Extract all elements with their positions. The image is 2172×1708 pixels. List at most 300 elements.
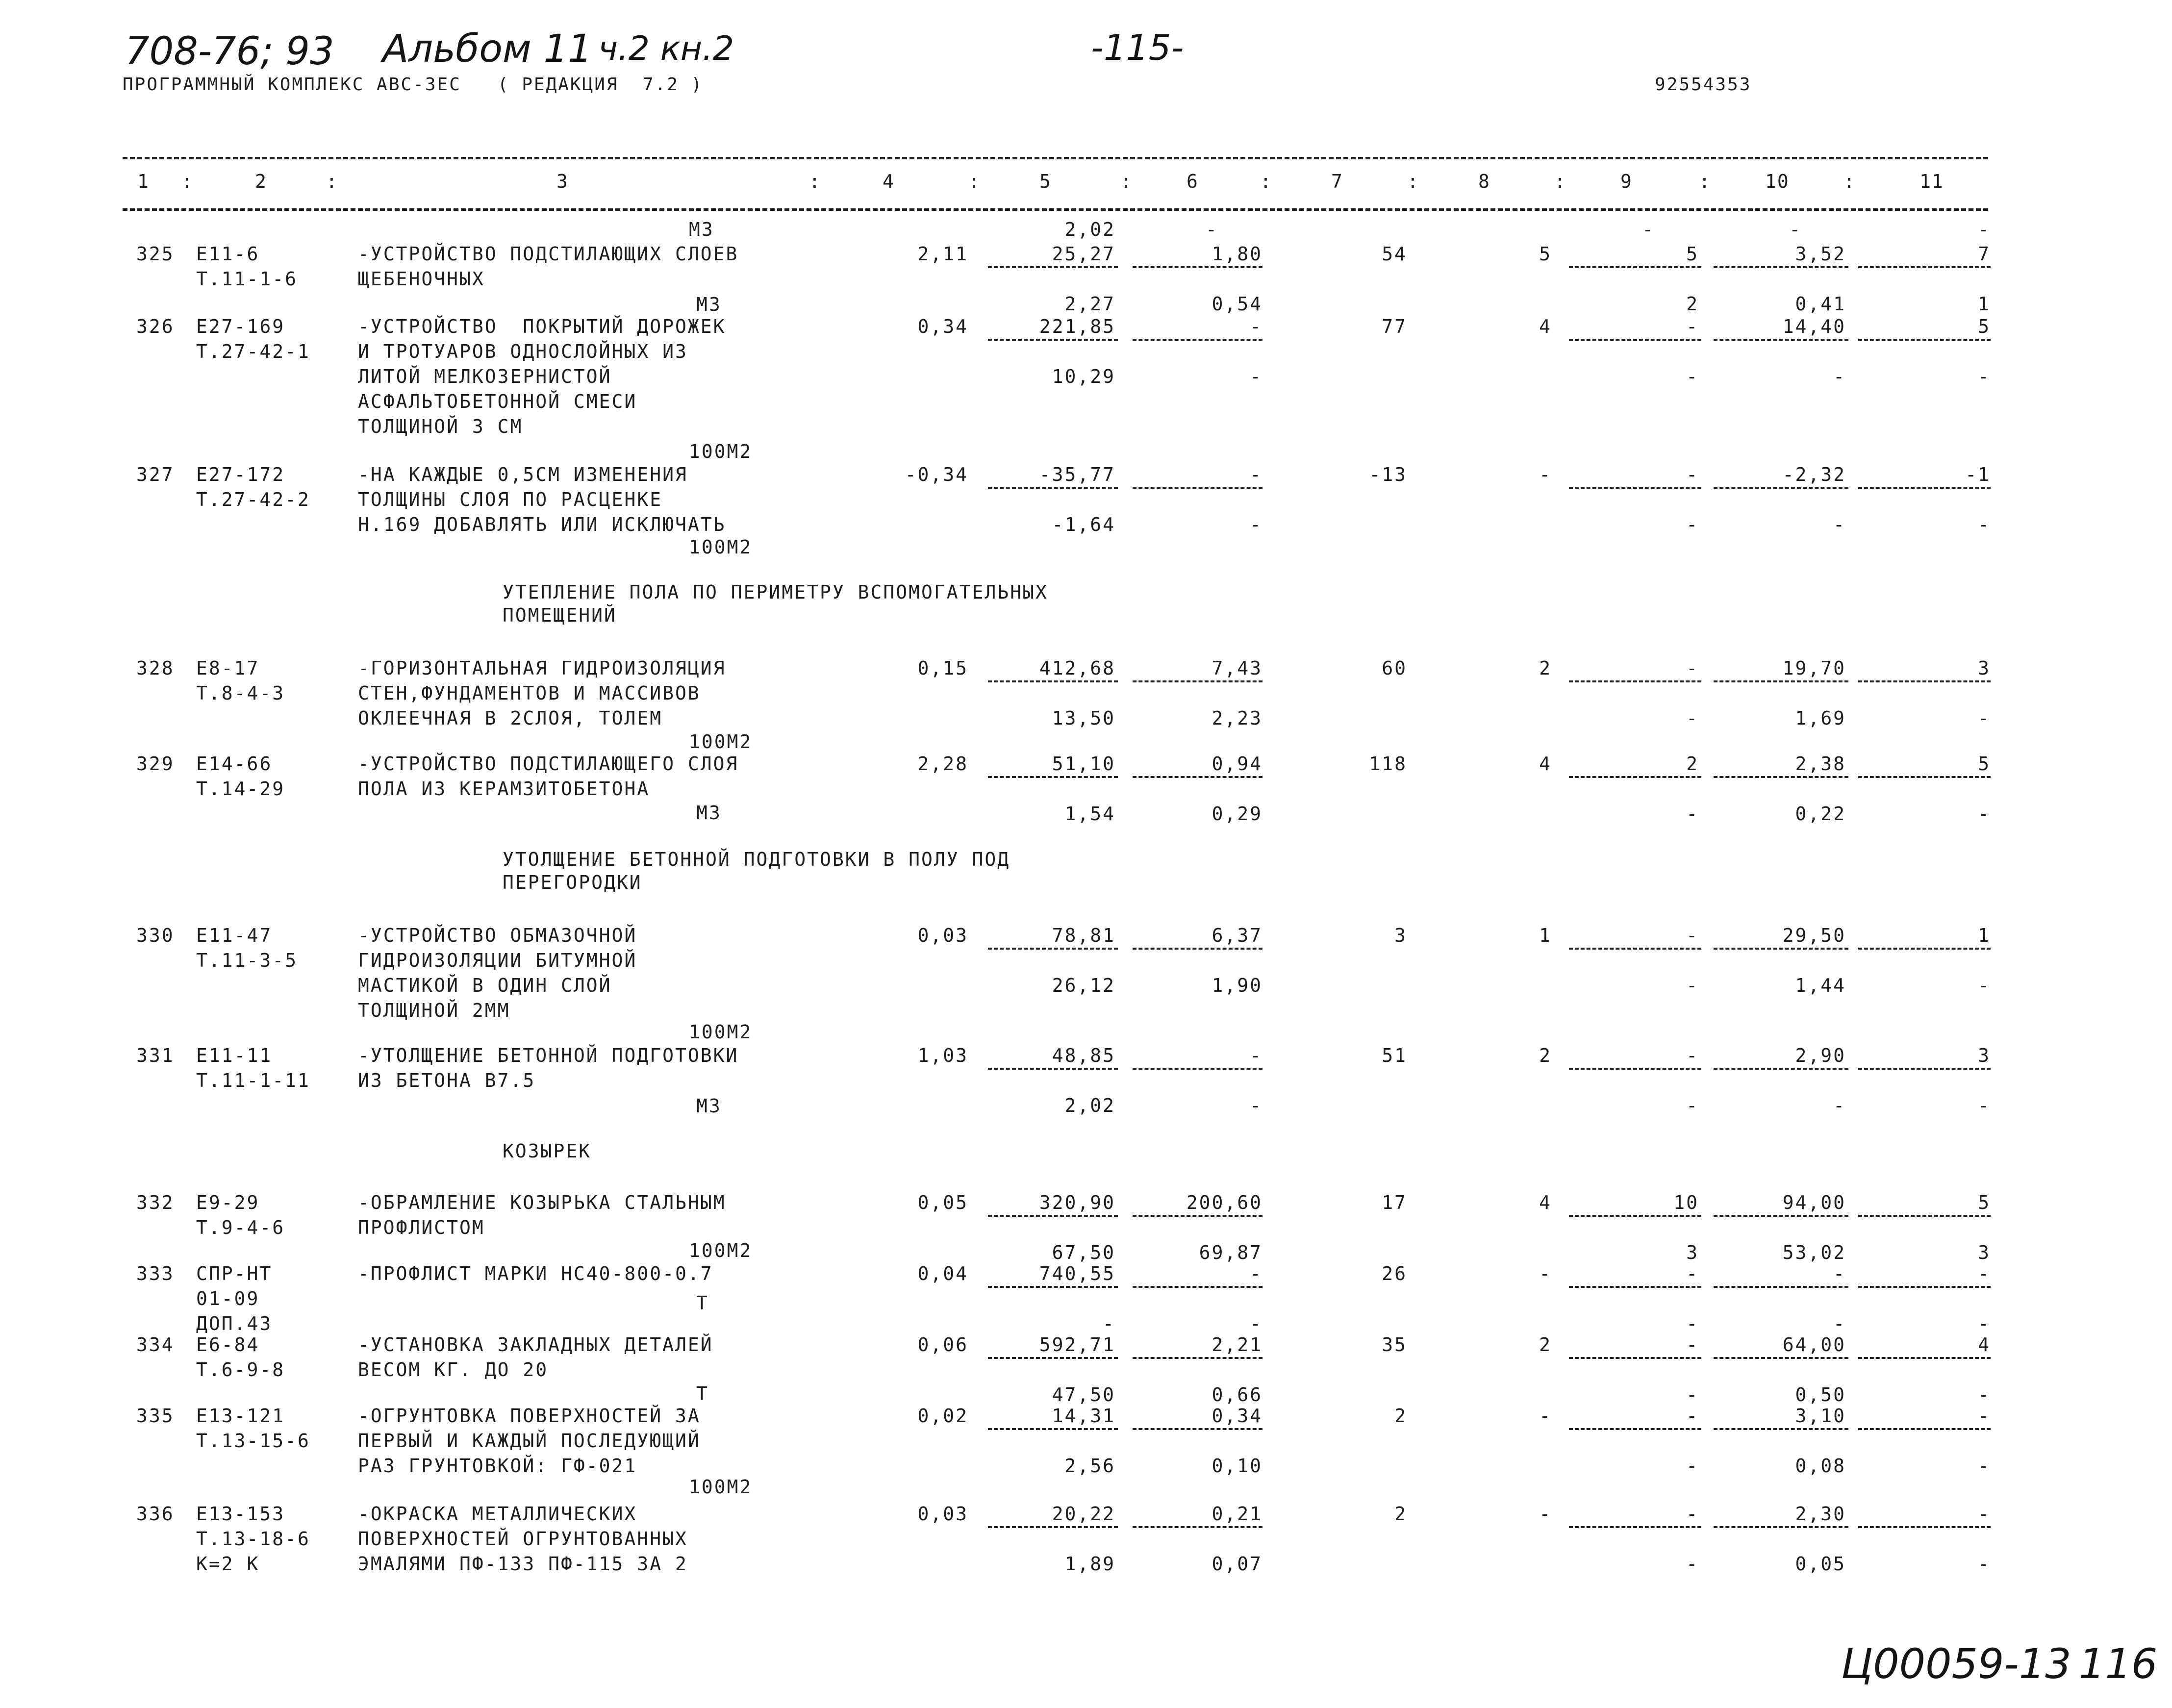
cell-rule: [988, 339, 1118, 341]
row-code-table: Т.11-1-11: [196, 1070, 310, 1091]
cell-value: -: [1686, 464, 1699, 485]
cell-value: -: [1539, 1405, 1552, 1427]
row-code-table: Т.13-18-6: [196, 1528, 310, 1550]
program-title: ПРОГРАММНЫЙ КОМПЛЕКС АВС-3ЕС ( РЕДАКЦИЯ 7.2 ): [123, 75, 704, 95]
cell-value: 14,31: [1052, 1405, 1115, 1427]
cell-value: -: [1686, 1263, 1699, 1284]
cell-value: 3: [1394, 925, 1407, 946]
album-part: ч.2 кн.2: [598, 29, 734, 68]
row-description: -ОБРАМЛЕНИЕ КОЗЫРЬКА СТАЛЬНЫМ: [358, 1192, 726, 1213]
row-description: И ТРОТУАРОВ ОДНОСЛОЙНЫХ ИЗ: [358, 341, 688, 362]
cell-value-secondary: -: [1250, 1095, 1263, 1116]
cell-value: 25,27: [1052, 243, 1115, 265]
cell-rule: [1569, 1428, 1701, 1430]
row-code: Е9-29: [196, 1192, 260, 1213]
cell-value: 5: [1978, 316, 1991, 337]
album-label: Альбом 11: [382, 27, 592, 71]
cell-value: -: [1539, 464, 1552, 485]
cell-value: 2: [1686, 753, 1699, 775]
cell-value-secondary: 0,66: [1212, 1384, 1263, 1406]
sheet-number: 116: [2079, 1640, 2158, 1688]
cell-value-secondary: 1,89: [1064, 1553, 1115, 1575]
cell-rule: [1714, 487, 1848, 489]
cell-value: 2: [1539, 657, 1552, 679]
cell-value: 3,52: [1795, 243, 1846, 265]
row-description: ЩЕБЕНОЧНЫХ: [358, 268, 485, 290]
cell-rule: [1714, 339, 1848, 341]
cell-value: -: [1686, 316, 1699, 337]
cell-value-secondary: -: [1978, 975, 1991, 996]
section-heading: УТОЛЩЕНИЕ БЕТОННОЙ ПОДГОТОВКИ В ПОЛУ ПОД: [503, 849, 1010, 870]
cell-rule: [988, 776, 1118, 778]
row-number: 326: [136, 316, 175, 337]
cell-value: 2,11: [917, 243, 968, 265]
cell-value-secondary: -: [1978, 1553, 1991, 1575]
row-code-extra: ДОП.43: [196, 1313, 273, 1334]
row-code-table: Т.11-3-5: [196, 950, 298, 971]
row-code-table: Т.27-42-1: [196, 341, 310, 362]
cell-rule: [1714, 776, 1848, 778]
cell-value-secondary: 67,50: [1052, 1242, 1115, 1263]
cell-rule: [1569, 266, 1701, 268]
cell-value: 0,06: [917, 1334, 968, 1356]
cell-value-secondary: -1,64: [1052, 514, 1115, 535]
cell-rule: [1569, 487, 1701, 489]
row-description: ЛИТОЙ МЕЛКОЗЕРНИСТОЙ: [358, 366, 612, 387]
cell-value: 51,10: [1052, 753, 1115, 775]
cell-value: 19,70: [1782, 657, 1846, 679]
row-code: Е11-6: [196, 243, 260, 265]
cell-value-secondary: -: [1833, 1095, 1846, 1116]
cell-value: -1: [1965, 464, 1991, 485]
row-description: ИЗ БЕТОНА В7.5: [358, 1070, 536, 1091]
row-description: -УСТРОЙСТВО ПОКРЫТИЙ ДОРОЖЕК: [358, 316, 726, 337]
cell-value-secondary: -: [1978, 803, 1991, 825]
cell-rule: [1133, 1526, 1263, 1528]
cell-rule: [1714, 1068, 1848, 1070]
cell-value-secondary: -: [1103, 1313, 1115, 1334]
cell-value-secondary: 10,29: [1052, 366, 1115, 387]
column-separator: :: [1554, 171, 1566, 192]
footer-stamp: Ц00059-13: [1841, 1640, 2071, 1688]
row-number: 331: [136, 1045, 175, 1066]
cell-rule: [1133, 1286, 1263, 1288]
cell-rule: [1133, 1357, 1263, 1359]
row-code: Е8-17: [196, 657, 260, 679]
cell-value: 4: [1978, 1334, 1991, 1356]
cell-value-secondary: -: [1978, 366, 1991, 387]
cell-value-secondary: 2,02: [1064, 1095, 1115, 1116]
cell-value: 2,30: [1795, 1503, 1846, 1525]
row-description: АСФАЛЬТОБЕТОННОЙ СМЕСИ: [358, 391, 637, 412]
section-heading: ПЕРЕГОРОДКИ: [503, 872, 642, 893]
cell-value: -: [1833, 1263, 1846, 1284]
row-description: ТОЛЩИНЫ СЛОЯ ПО РАСЦЕНКЕ: [358, 489, 663, 510]
row-description: -УСТРОЙСТВО ПОДСТИЛАЮЩИХ СЛОЕВ: [358, 243, 739, 265]
column-separator: :: [1699, 171, 1711, 192]
cell-value-secondary: -: [1978, 1455, 1991, 1477]
cell-value-secondary: 0,08: [1795, 1455, 1846, 1477]
row-code: СПР-НТ: [196, 1263, 273, 1284]
cell-value: 64,00: [1782, 1334, 1846, 1356]
row-description: -ГОРИЗОНТАЛЬНАЯ ГИДРОИЗОЛЯЦИЯ: [358, 657, 726, 679]
row-description: ОКЛЕЕЧНАЯ В 2СЛОЯ, ТОЛЕМ: [358, 707, 663, 729]
cell-rule: [988, 487, 1118, 489]
cell-rule: [988, 948, 1118, 950]
cell-value: 2: [1394, 1503, 1407, 1525]
cell-value-secondary: -: [1686, 1384, 1699, 1406]
cell-value-secondary: 0,29: [1212, 803, 1263, 825]
cell-rule: [1858, 487, 1991, 489]
cell-value: 48,85: [1052, 1045, 1115, 1066]
cell-rule: [1858, 1428, 1991, 1430]
cell-value: 221,85: [1039, 316, 1115, 337]
cell-value: 2: [1539, 1334, 1552, 1356]
cell-value: 412,68: [1039, 657, 1115, 679]
cell-rule: [1569, 680, 1701, 682]
column-separator: :: [326, 171, 338, 192]
column-header-1: 1: [137, 171, 150, 192]
unit-label: 100М2: [689, 1476, 753, 1498]
column-header-4: 4: [883, 171, 895, 192]
cell-rule: [1858, 1526, 1991, 1528]
cell-value: 0,03: [917, 1503, 968, 1525]
section-heading: ПОМЕЩЕНИЙ: [503, 604, 617, 626]
table-top-rule: [123, 157, 1988, 159]
row-number: 327: [136, 464, 175, 485]
cell-value: 2: [1539, 1045, 1552, 1066]
cell-value: 2,28: [917, 753, 968, 775]
cell-rule: [1569, 1526, 1701, 1528]
cell-value-secondary: 47,50: [1052, 1384, 1115, 1406]
unit-label: Т: [696, 1383, 709, 1405]
cell-value: 20,22: [1052, 1503, 1115, 1525]
row-number: 325: [136, 243, 175, 265]
cell-value: 14,40: [1782, 316, 1846, 337]
row-code: Е11-47: [196, 925, 273, 946]
row-code-table: Т.11-1-6: [196, 268, 298, 290]
row-description: ТОЛЩИНОЙ 2ММ: [358, 1000, 510, 1021]
row-number: 330: [136, 925, 175, 946]
cell-value: -: [1539, 1263, 1552, 1284]
row-code: Е14-66: [196, 753, 273, 775]
cell-value: 4: [1539, 316, 1552, 337]
cell-rule: [1714, 1286, 1848, 1288]
row-description: ТОЛЩИНОЙ 3 СМ: [358, 416, 523, 437]
cell-value: 320,90: [1039, 1192, 1115, 1213]
row-code-table: Т.6-9-8: [196, 1359, 285, 1381]
cell-value: 0,15: [917, 657, 968, 679]
cell-value: 4: [1539, 1192, 1552, 1213]
cell-value: 3: [1978, 1045, 1991, 1066]
row-code-table: Т.9-4-6: [196, 1217, 285, 1238]
row-description: МАСТИКОЙ В ОДИН СЛОЙ: [358, 975, 612, 996]
cell-rule: [1133, 1428, 1263, 1430]
cell-rule: [1714, 1526, 1848, 1528]
cell-rule: [988, 1357, 1118, 1359]
cell-value: -: [1686, 1503, 1699, 1525]
cell-value: 78,81: [1052, 925, 1115, 946]
row-number: 329: [136, 753, 175, 775]
cell-value: 5: [1978, 1192, 1991, 1213]
cell-rule: [1133, 1068, 1263, 1070]
cell-value-secondary: 0,41: [1795, 293, 1846, 315]
cell-value: 1: [1978, 925, 1991, 946]
cell-value: -: [1686, 1405, 1699, 1427]
cell-value-secondary: 0,22: [1795, 803, 1846, 825]
column-header-5: 5: [1039, 171, 1052, 192]
cell-value-secondary: -: [1250, 514, 1263, 535]
cell-value-secondary: -: [1686, 975, 1699, 996]
cell-value-secondary: 53,02: [1782, 1242, 1846, 1263]
cell-value-secondary: 0,50: [1795, 1384, 1846, 1406]
cell-value-secondary: -: [1250, 366, 1263, 387]
row-code-table: Т.8-4-3: [196, 682, 285, 704]
column-separator: :: [1844, 171, 1856, 192]
cell-value: 17: [1382, 1192, 1407, 1213]
cell-value: 1,03: [917, 1045, 968, 1066]
column-header-10: 10: [1765, 171, 1790, 192]
cell-value: 60: [1382, 657, 1407, 679]
column-separator: :: [809, 171, 821, 192]
row-number: 336: [136, 1503, 175, 1525]
cell-value: -: [1789, 219, 1802, 240]
cell-value: 29,50: [1782, 925, 1846, 946]
document-code: 708-76; 93: [125, 29, 334, 74]
table-header-rule: [123, 208, 1988, 211]
cell-rule: [1133, 680, 1263, 682]
cell-value: -13: [1369, 464, 1407, 485]
cell-value: 10: [1673, 1192, 1699, 1213]
row-description: -УСТАНОВКА ЗАКЛАДНЫХ ДЕТАЛЕЙ: [358, 1334, 713, 1356]
unit-label: 100М2: [689, 441, 753, 462]
cell-value: 77: [1382, 316, 1407, 337]
cell-rule: [1714, 680, 1848, 682]
row-description: ПОЛА ИЗ КЕРАМЗИТОБЕТОНА: [358, 778, 650, 800]
row-number: 328: [136, 657, 175, 679]
cell-value: 54: [1382, 243, 1407, 265]
cell-value-secondary: -: [1686, 514, 1699, 535]
cell-value-secondary: -: [1686, 1095, 1699, 1116]
cell-value-secondary: -: [1978, 1313, 1991, 1334]
cell-value: 5: [1686, 243, 1699, 265]
cell-value-secondary: 0,10: [1212, 1455, 1263, 1477]
cell-value: -: [1978, 1263, 1991, 1284]
cell-rule: [1569, 948, 1701, 950]
cell-value: -: [1686, 1045, 1699, 1066]
cell-rule: [988, 1215, 1118, 1217]
row-description: -ОГРУНТОВКА ПОВЕРХНОСТЕЙ ЗА: [358, 1405, 701, 1427]
row-description: -УТОЛЩЕНИЕ БЕТОННОЙ ПОДГОТОВКИ: [358, 1045, 739, 1066]
page-number: -115-: [1091, 27, 1184, 68]
cell-value: 2: [1394, 1405, 1407, 1427]
cell-value: -: [1686, 1334, 1699, 1356]
cell-value: 35: [1382, 1334, 1407, 1356]
cell-rule: [1133, 487, 1263, 489]
row-description: -ОКРАСКА МЕТАЛЛИЧЕСКИХ: [358, 1503, 637, 1525]
cell-value-secondary: 1: [1978, 293, 1991, 315]
row-description: -УСТРОЙСТВО ОБМАЗОЧНОЙ: [358, 925, 637, 946]
row-code: Е6-84: [196, 1334, 260, 1356]
cell-value-secondary: -: [1978, 514, 1991, 535]
cell-value-secondary: -: [1978, 1384, 1991, 1406]
cell-rule: [1858, 1068, 1991, 1070]
cell-rule: [1858, 266, 1991, 268]
section-heading: УТЕПЛЕНИЕ ПОЛА ПО ПЕРИМЕТРУ ВСПОМОГАТЕЛЬНЫХ: [503, 581, 1048, 603]
cell-value: -: [1539, 1503, 1552, 1525]
cell-rule: [988, 1526, 1118, 1528]
cell-rule: [1714, 1215, 1848, 1217]
cell-value-secondary: 3: [1686, 1242, 1699, 1263]
cell-rule: [988, 1428, 1118, 1430]
row-code: Е13-153: [196, 1503, 285, 1525]
unit-label: М3: [696, 1095, 722, 1117]
cell-rule: [1714, 1428, 1848, 1430]
cell-value-secondary: 1,69: [1795, 707, 1846, 729]
cell-value: -: [1978, 219, 1991, 240]
cell-rule: [1858, 948, 1991, 950]
row-code: Е27-169: [196, 316, 285, 337]
column-header-3: 3: [556, 171, 569, 192]
cell-rule: [1858, 776, 1991, 778]
cell-value: -: [1250, 316, 1263, 337]
cell-value: 6,37: [1212, 925, 1263, 946]
cell-value: -: [1250, 1045, 1263, 1066]
cell-value-secondary: -: [1978, 1095, 1991, 1116]
cell-rule: [988, 1068, 1118, 1070]
cell-value: -35,77: [1039, 464, 1115, 485]
cell-rule: [1569, 1357, 1701, 1359]
row-description: ПЕРВЫЙ И КАЖДЫЙ ПОСЛЕДУЮЩИЙ: [358, 1430, 701, 1452]
cell-value: -: [1978, 1503, 1991, 1525]
cell-rule: [1858, 680, 1991, 682]
cell-rule: [1714, 948, 1848, 950]
cell-rule: [1569, 1068, 1701, 1070]
cell-value-secondary: 2,23: [1212, 707, 1263, 729]
cell-value-secondary: -: [1686, 366, 1699, 387]
unit-label: М3: [696, 802, 722, 824]
column-header-7: 7: [1331, 171, 1343, 192]
row-description: -ПРОФЛИСТ МАРКИ НС40-800-0.7: [358, 1263, 713, 1284]
unit-label: М3: [696, 294, 722, 315]
cell-value: 1: [1539, 925, 1552, 946]
cell-value: -: [1642, 219, 1655, 240]
row-number: 333: [136, 1263, 175, 1284]
unit-label: М3: [689, 219, 714, 240]
cell-value: -: [1978, 1405, 1991, 1427]
cell-rule: [1858, 1357, 1991, 1359]
cell-rule: [1133, 1215, 1263, 1217]
cell-value-secondary: -: [1978, 707, 1991, 729]
column-separator: :: [968, 171, 981, 192]
cell-rule: [988, 1286, 1118, 1288]
cell-rule: [1858, 1215, 1991, 1217]
cell-rule: [1569, 1215, 1701, 1217]
cell-rule: [1569, 776, 1701, 778]
cell-rule: [1714, 266, 1848, 268]
cell-value: 2,02: [1064, 219, 1115, 240]
cell-value-secondary: 69,87: [1199, 1242, 1263, 1263]
cell-value-secondary: -: [1686, 707, 1699, 729]
row-description: ПРОФЛИСТОМ: [358, 1217, 485, 1238]
unit-label: 100М2: [689, 536, 753, 558]
cell-value: 51: [1382, 1045, 1407, 1066]
row-code: Е27-172: [196, 464, 285, 485]
cell-value-secondary: 0,07: [1212, 1553, 1263, 1575]
cell-value: 1,80: [1212, 243, 1263, 265]
unit-label: 100М2: [689, 1021, 753, 1043]
cell-value-secondary: 2,27: [1064, 293, 1115, 315]
cell-value-secondary: -: [1833, 366, 1846, 387]
cell-value: 592,71: [1039, 1334, 1115, 1356]
cell-value-secondary: -: [1686, 1455, 1699, 1477]
cell-rule: [988, 680, 1118, 682]
cell-value: 0,94: [1212, 753, 1263, 775]
cell-value: 2,90: [1795, 1045, 1846, 1066]
unit-label: 100М2: [689, 1240, 753, 1261]
cell-rule: [1569, 1286, 1701, 1288]
column-separator: :: [1260, 171, 1272, 192]
cell-value-secondary: 0,54: [1212, 293, 1263, 315]
row-code-table: Т.14-29: [196, 778, 285, 800]
row-code: Е13-121: [196, 1405, 285, 1427]
column-separator: :: [1120, 171, 1133, 192]
cell-value: 200,60: [1186, 1192, 1263, 1213]
row-code-table: Т.13-15-6: [196, 1430, 310, 1452]
cell-value: 2,38: [1795, 753, 1846, 775]
row-code-table: Т.27-42-2: [196, 489, 310, 510]
column-header-8: 8: [1478, 171, 1490, 192]
cell-value: 0,34: [1212, 1405, 1263, 1427]
cell-value-secondary: 1,90: [1212, 975, 1263, 996]
cell-value: -2,32: [1782, 464, 1846, 485]
cell-value: 2,21: [1212, 1334, 1263, 1356]
row-number: 335: [136, 1405, 175, 1427]
cell-value: -: [1250, 1263, 1263, 1284]
row-description: ВЕСОМ КГ. ДО 20: [358, 1359, 549, 1381]
cell-value: 0,05: [917, 1192, 968, 1213]
row-description: Н.169 ДОБАВЛЯТЬ ИЛИ ИСКЛЮЧАТЬ: [358, 514, 726, 535]
cell-value-secondary: -: [1833, 1313, 1846, 1334]
cell-value: 5: [1978, 753, 1991, 775]
row-description: ПОВЕРХНОСТЕЙ ОГРУНТОВАННЫХ: [358, 1528, 688, 1550]
cell-value: 118: [1369, 753, 1407, 775]
cell-value: 7: [1978, 243, 1991, 265]
row-description: СТЕН,ФУНДАМЕНТОВ И МАССИВОВ: [358, 682, 701, 704]
cell-value-secondary: -: [1686, 1313, 1699, 1334]
cell-value: -: [1250, 464, 1263, 485]
cell-value: -: [1686, 925, 1699, 946]
cell-value: 26: [1382, 1263, 1407, 1284]
row-code-extra: К=2 К: [196, 1553, 260, 1575]
section-heading: КОЗЫРЕК: [503, 1140, 592, 1162]
cell-value: 94,00: [1782, 1192, 1846, 1213]
cell-value: 0,34: [917, 316, 968, 337]
cell-value-secondary: -: [1250, 1313, 1263, 1334]
cell-value: 3: [1978, 657, 1991, 679]
unit-label: Т: [696, 1292, 709, 1314]
cell-rule: [988, 266, 1118, 268]
row-description: -УСТРОЙСТВО ПОДСТИЛАЮЩЕГО СЛОЯ: [358, 753, 739, 775]
cell-value: 0,02: [917, 1405, 968, 1427]
cell-value-secondary: -: [1686, 1553, 1699, 1575]
cell-value-secondary: 13,50: [1052, 707, 1115, 729]
column-header-11: 11: [1919, 171, 1944, 192]
cell-value: -: [1686, 657, 1699, 679]
cell-rule: [1569, 339, 1701, 341]
cell-rule: [1714, 1357, 1848, 1359]
row-number: 334: [136, 1334, 175, 1356]
